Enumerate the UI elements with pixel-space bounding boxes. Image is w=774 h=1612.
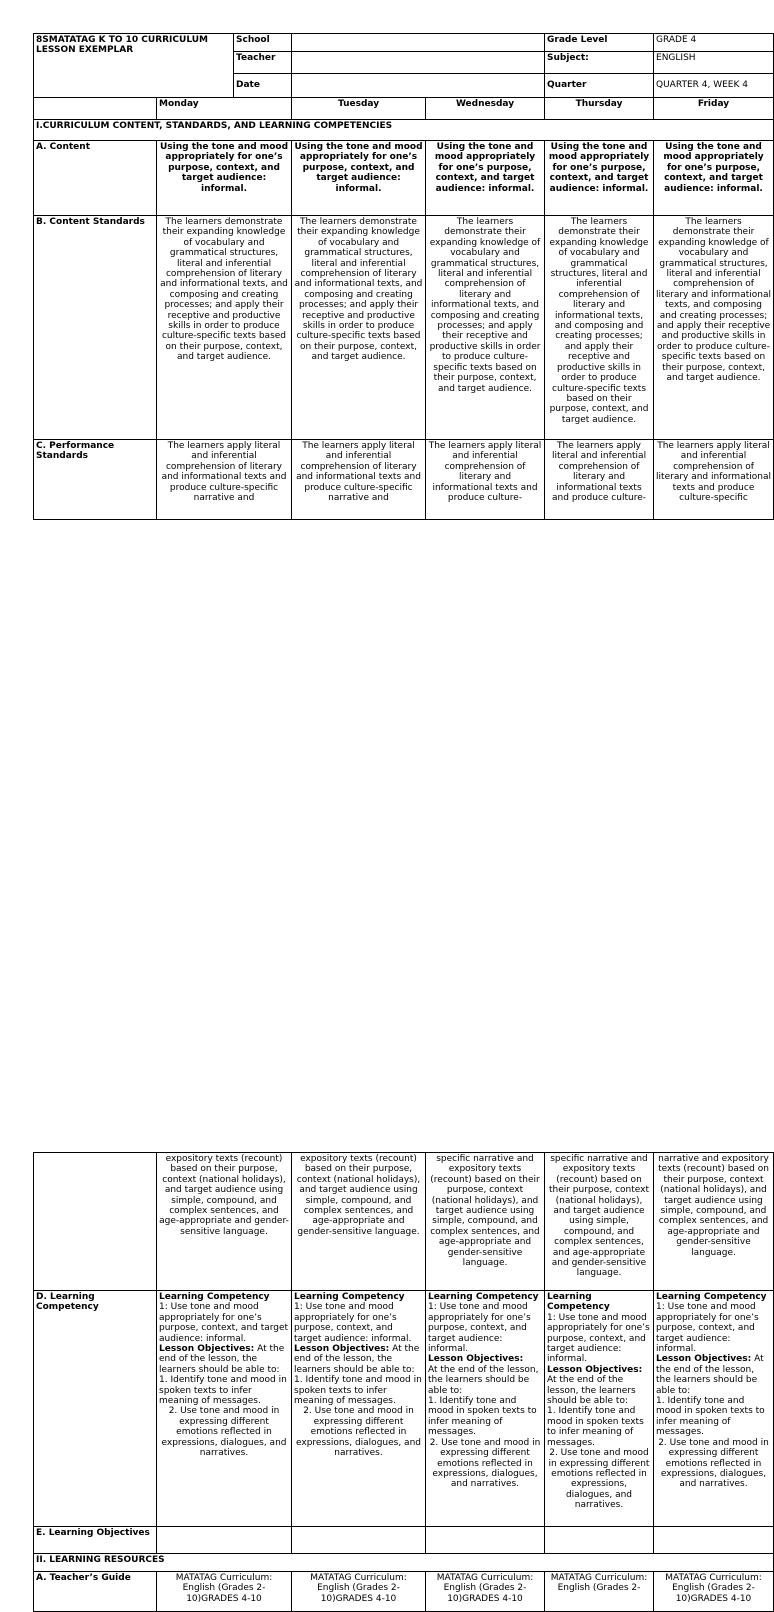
learning-competency-label: D. Learning Competency: [34, 1291, 157, 1527]
title-line-1: 8SMATATAG K TO 10 CURRICULUM: [36, 35, 209, 45]
learning-objectives-monday[interactable]: [157, 1527, 292, 1554]
lo-intro: At the end of the lesson, the learners should be able to:: [428, 1364, 539, 1396]
performance-standards-continued-label: [34, 1153, 157, 1291]
objective-2: 2. Use tone and mood in expressing different emotions reflected in expressions, dialogues, and narratives.: [548, 1448, 650, 1511]
performance-standards-friday: The learners apply literal and inferential comprehension of literary and informational texts and produce culture-specific: [654, 440, 774, 520]
content-standards-wednesday: The learners demonstrate their expanding knowledge of vocabulary and grammatical structures, literal and inferential comprehension of literary and informational texts, and composing and creating processes; and apply their receptive and productive skills in order to produce culture-specific texts based on their purpose, context, and target audience.: [426, 216, 545, 440]
content-label: A. Content: [34, 141, 157, 216]
day-monday: Monday: [157, 98, 292, 120]
lesson-exemplar-table-page-2: [33, 1152, 774, 1612]
lc-text: 1: Use tone and mood appropriately for one’s purpose, context, and target audience: informal.: [294, 1302, 412, 1344]
learning-competency-wednesday: [426, 1291, 545, 1527]
lesson-exemplar-table-page-1: [33, 33, 774, 520]
school-label: School: [234, 34, 292, 52]
lo-intro: At the end of the lesson, the learners should be able to:: [294, 1344, 420, 1375]
content-friday: Using the tone and mood appropriately for one’s purpose, context, and target audience: informal.: [654, 141, 774, 216]
content-standards-tuesday: The learners demonstrate their expanding knowledge of vocabulary and grammatical structures, literal and inferential comprehension of literary and informational texts, and composing and creating processes; and apply their receptive and productive skills in order to produce culture-specific texts based on their purpose, context, and target audience.: [292, 216, 426, 440]
page-1: [0, 0, 771, 506]
lo-heading: Lesson Objectives:: [159, 1344, 255, 1355]
objective-2: 2. Use tone and mood in expressing different emotions reflected in expressions, dialogues, and narratives.: [296, 1406, 421, 1459]
performance-standards-tuesday-cont: expository texts (recount) based on their purpose, context (national holidays), and target audience using simple, compound, and complex sentences, and age-appropriate and gender-sensitive language.: [292, 1153, 426, 1291]
learning-competency-monday: [157, 1291, 292, 1527]
title-line-2: LESSON EXEMPLAR: [36, 45, 134, 55]
learning-competency-tuesday: [292, 1291, 426, 1527]
section-learning-resources: II. LEARNING RESOURCES: [34, 1554, 774, 1572]
teachers-guide-thursday: MATATAG Curriculum: English (Grades 2-: [545, 1572, 654, 1612]
lc-heading: Learning Competency: [294, 1292, 405, 1302]
objective-1: 1. Identify tone and mood in spoken texts to infer meaning of messages.: [547, 1406, 644, 1448]
performance-standards-tuesday: The learners apply literal and inferential comprehension of literary and informational texts and produce culture-specific narrative and: [292, 440, 426, 520]
objective-1: 1. Identify tone and mood in spoken texts to infer meaning of messages.: [159, 1375, 287, 1407]
lc-text: 1: Use tone and mood appropriately for one’s purpose, context, and target audience: informal.: [159, 1302, 289, 1344]
subject-value: ENGLISH: [654, 52, 774, 74]
lc-heading: Learning Competency: [547, 1292, 610, 1313]
page-2: [0, 576, 769, 1604]
lc-heading: Learning Competency: [159, 1292, 270, 1302]
learning-objectives-friday[interactable]: [654, 1527, 774, 1554]
lo-intro: At the end of the lesson, the learners should be able to:: [656, 1354, 764, 1396]
empty-corner: [34, 98, 157, 120]
teacher-field[interactable]: [292, 52, 545, 74]
lc-heading: Learning Competency: [656, 1292, 767, 1302]
content-monday: Using the tone and mood appropriately for one’s purpose, context, and target audience: informal.: [157, 141, 292, 216]
teachers-guide-label: A. Teacher’s Guide: [34, 1572, 157, 1612]
performance-standards-wednesday: The learners apply literal and inferential comprehension of literary and informational texts and produce culture-: [426, 440, 545, 520]
teacher-label: Teacher: [234, 52, 292, 74]
grade-level-value: GRADE 4: [654, 34, 774, 52]
objective-1: 1. Identify tone and mood in spoken texts to infer meaning of messages.: [428, 1396, 537, 1438]
lc-heading: Learning Competency: [428, 1292, 539, 1302]
day-thursday: Thursday: [545, 98, 654, 120]
subject-label: Subject:: [545, 52, 654, 74]
date-label: Date: [234, 74, 292, 98]
content-standards-friday: The learners demonstrate their expanding knowledge of vocabulary and grammatical structures, literal and inferential comprehension of literary and informational texts, and composing and creating processes; and apply their receptive and productive skills in order to produce culture-specific texts based on their purpose, context, and target audience.: [654, 216, 774, 440]
lc-text: 1: Use tone and mood appropriately for one’s purpose, context, and target audience: informal.: [547, 1312, 650, 1365]
learning-competency-friday: [654, 1291, 774, 1527]
lo-intro: At the end of the lesson, the learners should be able to:: [159, 1344, 285, 1375]
lo-intro: At the end of the lesson, the learners should be able to:: [547, 1375, 636, 1407]
learning-objectives-tuesday[interactable]: [292, 1527, 426, 1554]
content-thursday: Using the tone and mood appropriately for one’s purpose, context, and target audience: informal.: [545, 141, 654, 216]
content-wednesday: Using the tone and mood appropriately for one’s purpose, context, and target audience: informal.: [426, 141, 545, 216]
quarter-value: QUARTER 4, WEEK 4: [654, 74, 774, 98]
lo-heading: Lesson Objectives:: [547, 1364, 643, 1375]
performance-standards-monday: The learners apply literal and inferential comprehension of literary and informational texts and produce culture-specific narrative and: [157, 440, 292, 520]
learning-objectives-label: E. Learning Objectives: [34, 1527, 157, 1554]
performance-standards-thursday-cont: specific narrative and expository texts (recount) based on their purpose, context (national holidays), and target audience using simple, compound, and complex sentences, and age-appropriate and gender-sensitive language.: [545, 1153, 654, 1291]
lo-heading: Lesson Objectives:: [656, 1354, 752, 1365]
learning-objectives-thursday[interactable]: [545, 1527, 654, 1554]
objective-1: 1. Identify tone and mood in spoken texts to infer meaning of messages.: [294, 1375, 422, 1407]
content-standards-thursday: The learners demonstrate their expanding knowledge of vocabulary and grammatical structures, literal and inferential comprehension of literary and informational texts, and composing and creating processes; and apply their receptive and productive skills in order to produce culture-specific texts based on their purpose, context, and target audience.: [545, 216, 654, 440]
objective-1: 1. Identify tone and mood in spoken texts to infer meaning of messages.: [656, 1396, 765, 1438]
document-title: [34, 34, 234, 98]
performance-standards-friday-cont: narrative and expository texts (recount) based on their purpose, context (national holidays), and target audience using simple, compound, and complex sentences, and age-appropriate and gender-sensitive language.: [654, 1153, 774, 1291]
performance-standards-label: C. Performance Standards: [34, 440, 157, 520]
teachers-guide-friday: MATATAG Curriculum: English (Grades 2-10)GRADES 4-10: [654, 1572, 774, 1612]
objective-2: 2. Use tone and mood in expressing different emotions reflected in expressions, dialogues, and narratives.: [658, 1437, 769, 1490]
teachers-guide-tuesday: MATATAG Curriculum: English (Grades 2-10)GRADES 4-10: [292, 1572, 426, 1612]
lo-heading: Lesson Objectives:: [428, 1354, 524, 1365]
grade-level-label: Grade Level: [545, 34, 654, 52]
teachers-guide-monday: MATATAG Curriculum: English (Grades 2-10)GRADES 4-10: [157, 1572, 292, 1612]
day-wednesday: Wednesday: [426, 98, 545, 120]
performance-standards-thursday: The learners apply literal and inferential comprehension of literary and informational texts and produce culture-: [545, 440, 654, 520]
performance-standards-wednesday-cont: specific narrative and expository texts (recount) based on their purpose, context (national holidays), and target audience using simple, compound, and complex sentences, and age-appropriate and gender-sensitive language.: [426, 1153, 545, 1291]
objective-2: 2. Use tone and mood in expressing different emotions reflected in expressions, dialogues, and narratives.: [161, 1406, 287, 1459]
teachers-guide-wednesday: MATATAG Curriculum: English (Grades 2-10)GRADES 4-10: [426, 1572, 545, 1612]
lc-text: 1: Use tone and mood appropriately for one’s purpose, context, and target audience: informal.: [656, 1302, 759, 1355]
quarter-label: Quarter: [545, 74, 654, 98]
performance-standards-monday-cont: expository texts (recount) based on their purpose, context (national holidays), and target audience using simple, compound, and complex sentences, and age-appropriate and gender-sensitive language.: [157, 1153, 292, 1291]
day-tuesday: Tuesday: [292, 98, 426, 120]
content-tuesday: Using the tone and mood appropriately for one’s purpose, context, and target audience: informal.: [292, 141, 426, 216]
lo-heading: Lesson Objectives:: [294, 1344, 390, 1355]
content-standards-label: B. Content Standards: [34, 216, 157, 440]
objective-2: 2. Use tone and mood in expressing different emotions reflected in expressions, dialogues, and narratives.: [429, 1437, 541, 1490]
date-field[interactable]: [292, 74, 545, 98]
content-standards-monday: The learners demonstrate their expanding knowledge of vocabulary and grammatical structures, literal and inferential comprehension of literary and informational texts, and composing and creating processes; and apply their receptive and productive skills in order to produce culture-specific texts based on their purpose, context, and target audience.: [157, 216, 292, 440]
day-friday: Friday: [654, 98, 774, 120]
section-curriculum-content: I.CURRICULUM CONTENT, STANDARDS, AND LEARNING COMPETENCIES: [34, 120, 774, 141]
learning-competency-thursday: [545, 1291, 654, 1527]
school-field[interactable]: [292, 34, 545, 52]
lc-text: 1: Use tone and mood appropriately for one’s purpose, context, and target audience: informal.: [428, 1302, 531, 1355]
learning-objectives-wednesday[interactable]: [426, 1527, 545, 1554]
